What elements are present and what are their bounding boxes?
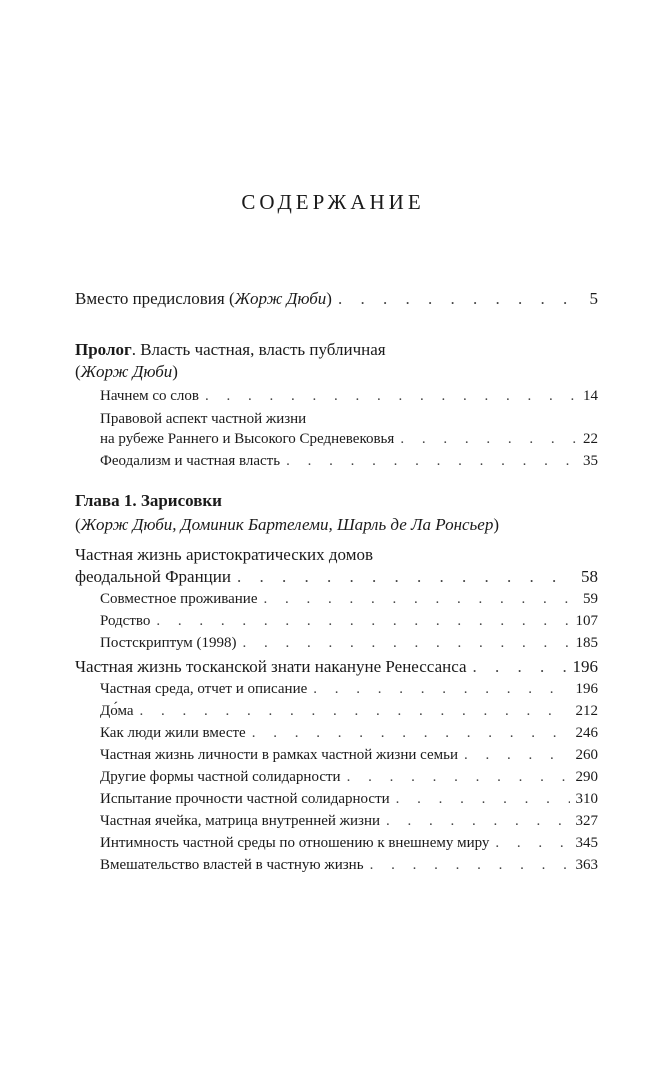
- page-number: 310: [575, 791, 598, 807]
- toc-entry-multiline: [75, 409, 598, 429]
- entry-label: Вмешательство властей в частную жизнь: [100, 857, 364, 873]
- page-number: 107: [575, 613, 598, 629]
- page-number: 196: [572, 657, 598, 676]
- page-number: 59: [583, 591, 598, 607]
- page-number: 185: [575, 635, 598, 651]
- entry-label: Начнем со слов: [100, 388, 199, 404]
- entry-label: Интимность частной среды по отношению к внешнему миру: [100, 835, 490, 851]
- toc-chapter-1: [75, 490, 598, 876]
- entry-label: Испытание прочности частной солидарности: [100, 791, 390, 807]
- toc-entry: [75, 744, 598, 766]
- entry-label: Постскриптум (1998): [100, 635, 237, 651]
- page-number: 5: [589, 289, 598, 308]
- toc-entry: [75, 566, 598, 588]
- entry-label-line1: Правовой аспект частной жизни: [100, 411, 307, 427]
- toc-entry: [75, 722, 598, 744]
- toc-entry: [75, 588, 598, 610]
- toc-entry: [75, 810, 598, 832]
- toc-entry: [75, 288, 598, 310]
- entry-label: Частная ячейка, матрица внутренней жизни: [100, 813, 381, 829]
- entry-label: До́ма: [100, 703, 134, 719]
- section-heading: Частная жизнь тосканской знати накануне Ренессанса: [75, 657, 467, 676]
- page-number: 22: [583, 431, 598, 447]
- page-number: 196: [575, 681, 598, 697]
- chapter-authors: (Жорж Дюби, Доминик Бартелеми, Шарль де Ла Ронсьер): [75, 515, 500, 534]
- toc-prologue: [75, 339, 598, 472]
- entry-label: Феодализм и частная власть: [100, 453, 281, 469]
- toc-entry: [75, 632, 598, 654]
- section-heading-line2: феодальной Франции: [75, 567, 231, 586]
- page-number: 260: [575, 747, 598, 763]
- entry-label: Родство: [100, 613, 151, 629]
- entry-label: Другие формы частной солидарности: [100, 769, 341, 785]
- section-heading-line1: Частная жизнь аристократических домов: [75, 545, 374, 564]
- entry-label-line2: на рубеже Раннего и Высокого Средневековья: [100, 431, 395, 447]
- toc-entry: [75, 656, 598, 678]
- prologue-heading: Пролог. Власть частная, власть публичная: [75, 340, 386, 359]
- entry-label: Как люди жили вместе: [100, 725, 246, 741]
- toc-entry: [75, 450, 598, 472]
- toc-entry: [75, 788, 598, 810]
- entry-label: Частная среда, отчет и описание: [100, 681, 308, 697]
- page-number: 212: [575, 703, 598, 719]
- toc-entry: [75, 429, 598, 449]
- toc-preface: [75, 288, 598, 310]
- page-number: 345: [575, 835, 598, 851]
- prologue-author: (Жорж Дюби): [75, 362, 178, 381]
- page-number: 58: [581, 567, 598, 586]
- page-number: 327: [575, 813, 598, 829]
- toc-entry: [75, 766, 598, 788]
- page-title: СОДЕРЖАНИЕ: [241, 190, 425, 214]
- toc-entry: [75, 854, 598, 876]
- entry-label: Вместо предисловия (Жорж Дюби): [75, 289, 332, 308]
- page-number: 14: [583, 388, 598, 404]
- toc-entry: [75, 678, 598, 700]
- toc-entry: [75, 700, 598, 722]
- entry-label: Совместное проживание: [100, 591, 258, 607]
- toc-entry: [75, 610, 598, 632]
- page-number: 246: [575, 725, 598, 741]
- page-number: 290: [575, 769, 598, 785]
- toc-entry: [75, 832, 598, 854]
- toc-entry: [75, 385, 598, 407]
- page-number: 363: [575, 857, 598, 873]
- entry-label: Частная жизнь личности в рамках частной жизни семьи: [100, 747, 458, 763]
- chapter-heading: Глава 1. Зарисовки: [75, 491, 222, 510]
- page-number: 35: [583, 453, 598, 469]
